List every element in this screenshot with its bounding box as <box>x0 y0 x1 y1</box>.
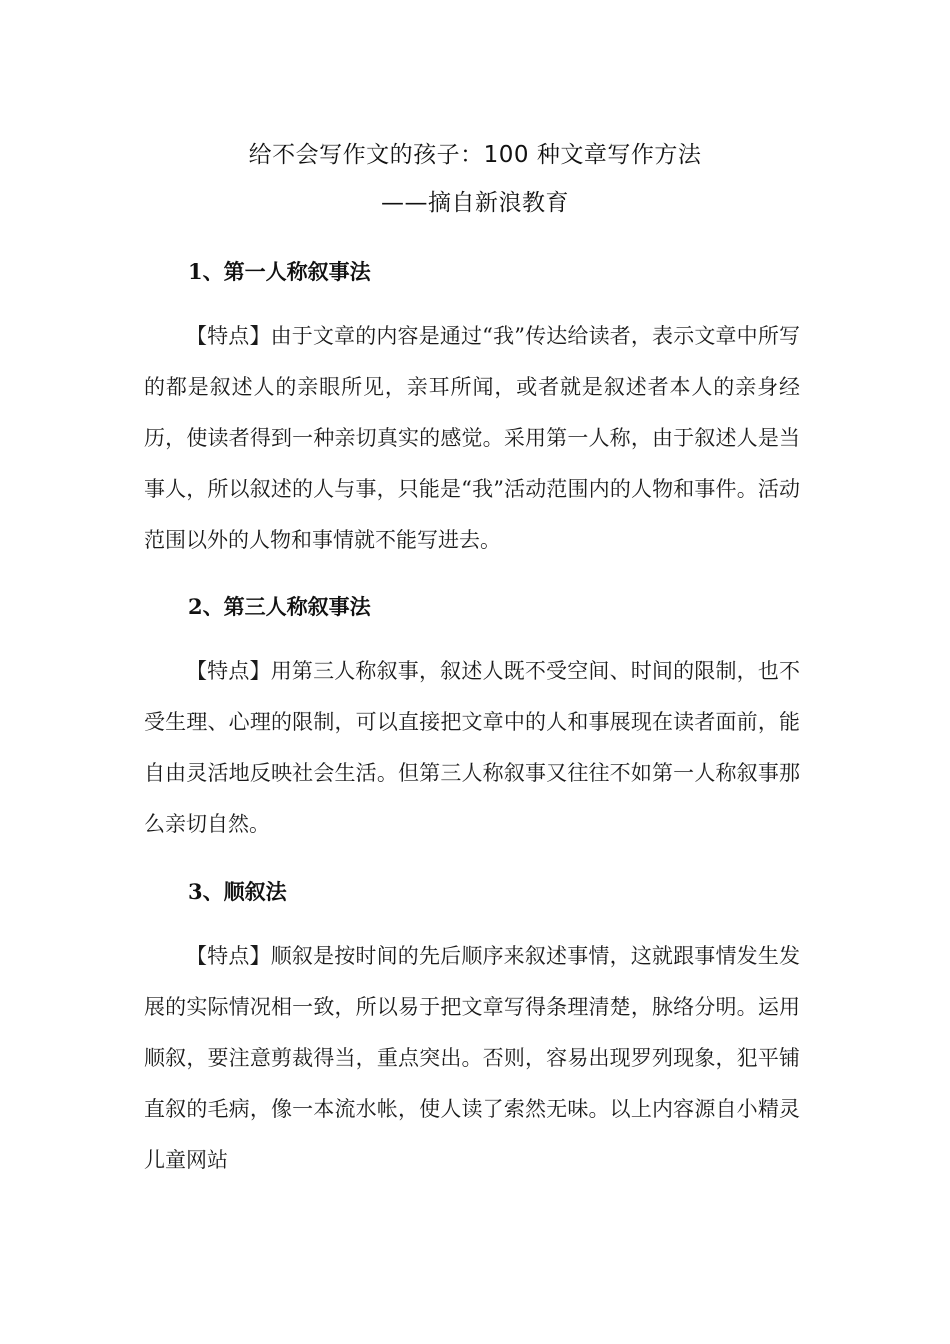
section-heading-1: 1、第一人称叙事法 <box>188 259 371 284</box>
document-subtitle: ——摘自新浪教育 <box>381 190 569 216</box>
section-paragraph-2: 【特点】用第三人称叙事，叙述人既不受空间、时间的限制，也不受生理、心理的限制，可以直接把文章中的人和事展现在读者面前，能自由灵活地反映社会生活。但第三人称叙事又往往不如第一人称叙事那么亲切自然。 <box>144 659 800 836</box>
section-paragraph-1: 【特点】由于文章的内容是通过“我”传达给读者，表示文章中所写的都是叙述人的亲眼所见，亲耳所闻，或者就是叙述者本人的亲身经历，使读者得到一种亲切真实的感觉。采用第一人称，由于叙述人是当事人，所以叙述的人与事，只能是“我”活动范围内的人物和事件。活动范围以外的人物和事情就不能写进去。 <box>144 324 800 552</box>
section-heading-3: 3、顺叙法 <box>188 879 287 904</box>
section-paragraph-3: 【特点】顺叙是按时间的先后顺序来叙述事情，这就跟事情发生发展的实际情况相一致，所以易于把文章写得条理清楚，脉络分明。运用顺叙，要注意剪裁得当，重点突出。否则，容易出现罗列现象，犯平铺直叙的毛病，像一本流水帐，使人读了索然无味。以上内容源自小精灵儿童网站 <box>144 944 800 1172</box>
section-heading-2: 2、第三人称叙事法 <box>188 594 371 619</box>
document-title: 给不会写作文的孩子：100 种文章写作方法 <box>248 142 702 168</box>
